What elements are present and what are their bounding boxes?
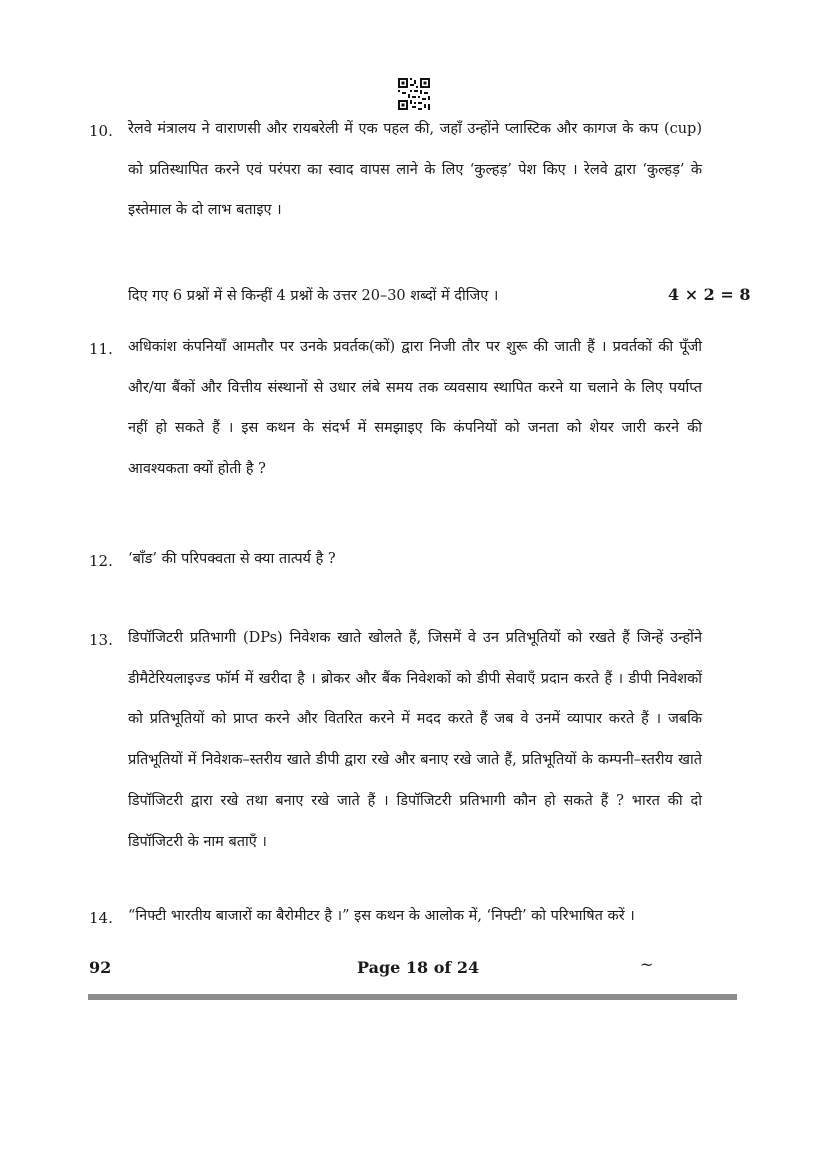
question-12-number: 12. [89, 552, 113, 570]
question-13-number: 13. [89, 631, 113, 649]
section-instruction: दिए गए 6 प्रश्नों में से किन्हीं 4 प्रश्नों के उत्तर 20–30 शब्दों में दीजिए । [128, 288, 499, 304]
question-11-number: 11. [89, 340, 113, 358]
question-12-text: ‘बॉंड’ की परिपक्वता से क्या तात्पर्य है ? [128, 551, 336, 567]
footer-divider [88, 994, 737, 1000]
section-marks: 4 × 2 = 8 [668, 285, 751, 304]
qr-code-icon [398, 78, 430, 110]
question-13-text: डिपॉजिटरी प्रतिभागी (DPs) निवेशक खाते खोलते हैं, जिसमें वे उन प्रतिभूतियों को रखते हैं जिन्हें उन्होंने डीमैटेरियलाइज्ड फॉर्म में खरीदा है । ब्रोकर और बैंक निवेशकों को डीपी सेवाएँ प्रदान करते हैं । डीपी निवेशकों को प्रतिभूतियों को प्राप्त करने और वितरित करने में मदद करते हैं जब वे उनमें व्यापार करते हैं । जबकि प्रतिभूतियों में निवेशक–स्तरीय खाते डीपी द्वारा रखे और बनाए रखे जाते हैं, प्रतिभूतियों के कम्पनी–स्तरीय खाते डिपॉजिटरी द्वारा रखे तथा बनाए रखे जाते हैं । डिपॉजिटरी प्रतिभागी कौन हो सकते हैं ? भारत की दो डिपॉजिटरी के नाम बताएँ । [128, 630, 702, 850]
paper-code: 92 [89, 958, 112, 977]
footer-symbol: ~ [640, 955, 654, 974]
question-14-number: 14. [89, 909, 113, 927]
page-number: Page 18 of 24 [357, 958, 480, 977]
question-11-text: अधिकांश कंपनियाँ आमतौर पर उनके प्रवर्तक(कों) द्वारा निजी तौर पर शुरू की जाती हैं । प्रवर्तकों की पूँजी और/या बैंकों और वित्तीय संस्थानों से उधार लंबे समय तक व्यवसाय स्थापित करने या चलाने के लिए पर्याप्त नहीं हो सकते हैं । इस कथन के संदर्भ में समझाइए कि कंपनियों को जनता को शेयर जारी करने की आवश्यकता क्यों होती है ? [128, 339, 702, 478]
question-10-text: रेलवे मंत्रालय ने वाराणसी और रायबरेली में एक पहल की, जहाँ उन्होंने प्लास्टिक और कागज के कप (cup) को प्रतिस्थापित करने एवं परंपरा का स्वाद वापस लाने के लिए ‘कुल्हड़’ पेश किए । रेलवे द्वारा ‘कुल्हड़’ के इस्तेमाल के दो लाभ बताइए । [128, 121, 702, 219]
question-14-text: “निफ्टी भारतीय बाजारों का बैरोमीटर है ।” इस कथन के आलोक में, ‘निफ्टी’ को परिभाषित करें । [128, 908, 635, 924]
question-10-number: 10. [89, 122, 113, 140]
